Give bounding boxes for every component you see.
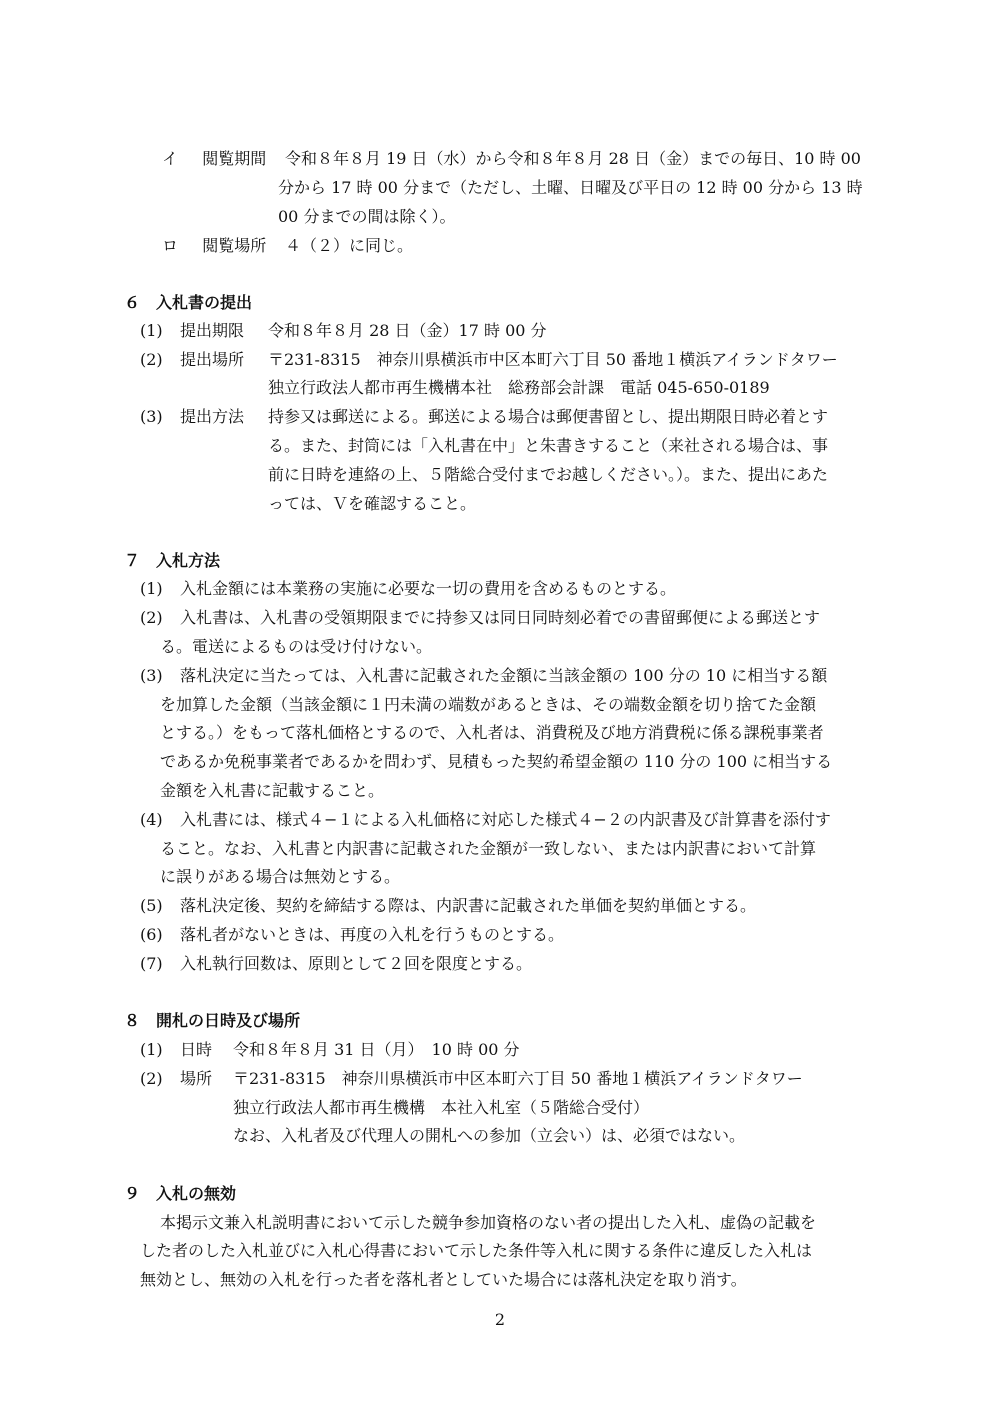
item-i-text-1: 令和８年８月 19 日（水）から令和８年８月 28 日（金）までの毎日、10 時 00 (285, 149, 861, 168)
s6-item-3-text-2: る。また、封筒には「入札書在中」と朱書きすること（来社される場合は、事 (268, 436, 829, 455)
s8-item-2-text-2: 独立行政法人都市再生機構 本社入札室（５階総合受付） (233, 1098, 650, 1117)
s7-item-4-line-3: に誤りがある場合は無効とする。 (160, 867, 401, 886)
item-i (162, 148, 266, 170)
s7-item-7-line-1: 入札執行回数は、原則として２回を限度とする。 (180, 954, 533, 973)
s8-item-2-title: 場所 (180, 1069, 213, 1088)
s7-item-6-line-1: 落札者がないときは、再度の入札を行うものとする。 (180, 925, 565, 944)
s6-item-2-text-2: 独立行政法人都市再生機構本社 総務部会計課 電話 045-650-0189 (268, 378, 770, 397)
s8-item-1-title: 日時 (180, 1040, 213, 1059)
s7-item-5-line-1: 落札決定後、契約を締結する際は、内訳書に記載された単価を契約単価とする。 (180, 896, 757, 915)
s7-item-2-num: (2) (140, 608, 163, 627)
s6-item-1-text: 令和８年８月 28 日（金）17 時 00 分 (268, 321, 547, 340)
s6-item-3-text: 持参又は郵送による。郵送による場合は郵便書留とし、提出期限日時必着とす (268, 407, 829, 426)
s7-item-2-line-2: る。電送によるものは受け付けない。 (160, 637, 433, 656)
s7-item-7-num: (7) (140, 954, 163, 973)
s9-line-1: 本掲示文兼入札説明書において示した競争参加資格のない者の提出した入札、虚偽の記載を (160, 1213, 817, 1232)
page-number: 2 (494, 1310, 506, 1329)
item-ro-label: ロ (162, 236, 179, 255)
section-9-heading: ９ 入札の無効 (124, 1184, 237, 1203)
s7-item-6-num: (6) (140, 925, 163, 944)
item-i-label: イ (162, 149, 179, 168)
s7-item-3-num: (3) (140, 666, 163, 685)
s6-item-3-num: (3) (140, 407, 163, 426)
item-ro-title: 閲覧場所 (202, 236, 267, 255)
s6-item-3-text-3: 前に日時を連絡の上、５階総合受付までお越しください。）。また、提出にあた (268, 465, 829, 484)
s6-item-1-title: 提出期限 (180, 321, 245, 340)
item-i-text-2: 分から 17 時 00 分まで（ただし、土曜、日曜及び平日の 12 時 00 分から 13 時 (278, 178, 863, 197)
s7-item-5-num: (5) (140, 896, 163, 915)
s6-item-2-text: 〒231-8315 神奈川県横浜市中区本町六丁目 50 番地１横浜アイランドタワー (268, 350, 838, 369)
item-i-text-3: 00 分までの間は除く）。 (278, 207, 456, 226)
section-7-heading: ７ 入札方法 (124, 551, 221, 570)
s9-line-2: した者のした入札並びに入札心得書において示した条件等入札に関する条件に違反した入札は (140, 1241, 813, 1260)
item-i-title: 閲覧期間 (202, 149, 267, 168)
s6-item-3-title: 提出方法 (180, 407, 245, 426)
s8-item-1-text: 令和８年８月 31 日（月） 10 時 00 分 (233, 1040, 520, 1059)
s7-item-1-line-1: 入札金額には本業務の実施に必要な一切の費用を含めるものとする。 (180, 579, 677, 598)
item-ro (162, 235, 266, 257)
s7-item-2-line-1: 入札書は、入札書の受領期限までに持参又は同日同時刻必着での書留郵便による郵送とす (180, 608, 821, 627)
s9-line-3: 無効とし、無効の入札を行った者を落札者としていた場合には落札決定を取り消す。 (140, 1270, 747, 1289)
s8-item-1-num: (1) (140, 1040, 163, 1059)
s7-item-3-line-3: とする。）をもって落札価格とするので、入札者は、消費税及び地方消費税に係る課税事業者 (160, 723, 824, 742)
s6-item-2-num: (2) (140, 350, 163, 369)
s6-item-2-title: 提出場所 (180, 350, 245, 369)
s7-item-4-num: (4) (140, 810, 163, 829)
s7-item-3-line-5: 金額を入札書に記載すること。 (160, 781, 385, 800)
s8-item-2-num: (2) (140, 1069, 163, 1088)
section-8-heading: ８ 開札の日時及び場所 (124, 1011, 301, 1030)
s6-item-1-num: (1) (140, 321, 163, 340)
s7-item-4-line-2: ること。なお、入札書と内訳書に記載された金額が一致しない、または内訳書において計算 (160, 839, 817, 858)
s7-item-3-line-2: を加算した金額（当該金額に１円未満の端数があるときは、その端数金額を切り捨てた金額 (160, 695, 817, 714)
item-ro-text: ４（２）に同じ。 (285, 236, 414, 255)
section-6-heading: ６ 入札書の提出 (124, 293, 253, 312)
s7-item-1-num: (1) (140, 579, 163, 598)
s6-item-3-text-4: っては、Ｖを確認すること。 (268, 494, 477, 513)
s8-item-2-text-3: なお、入札者及び代理人の開札への参加（立会い）は、必須ではない。 (233, 1126, 746, 1145)
s7-item-3-line-1: 落札決定に当たっては、入札書に記載された金額に当該金額の 100 分の 10 に相当する額 (180, 666, 828, 685)
s7-item-3-line-4: であるか免税事業者であるかを問わず、見積もった契約希望金額の 110 分の 100 に相当する (160, 752, 833, 771)
s7-item-4-line-1: 入札書には、様式４−１による入札価格に対応した様式４−２の内訳書及び計算書を添付す (180, 810, 831, 829)
s8-item-2-text: 〒231-8315 神奈川県横浜市中区本町六丁目 50 番地１横浜アイランドタワー (233, 1069, 803, 1088)
